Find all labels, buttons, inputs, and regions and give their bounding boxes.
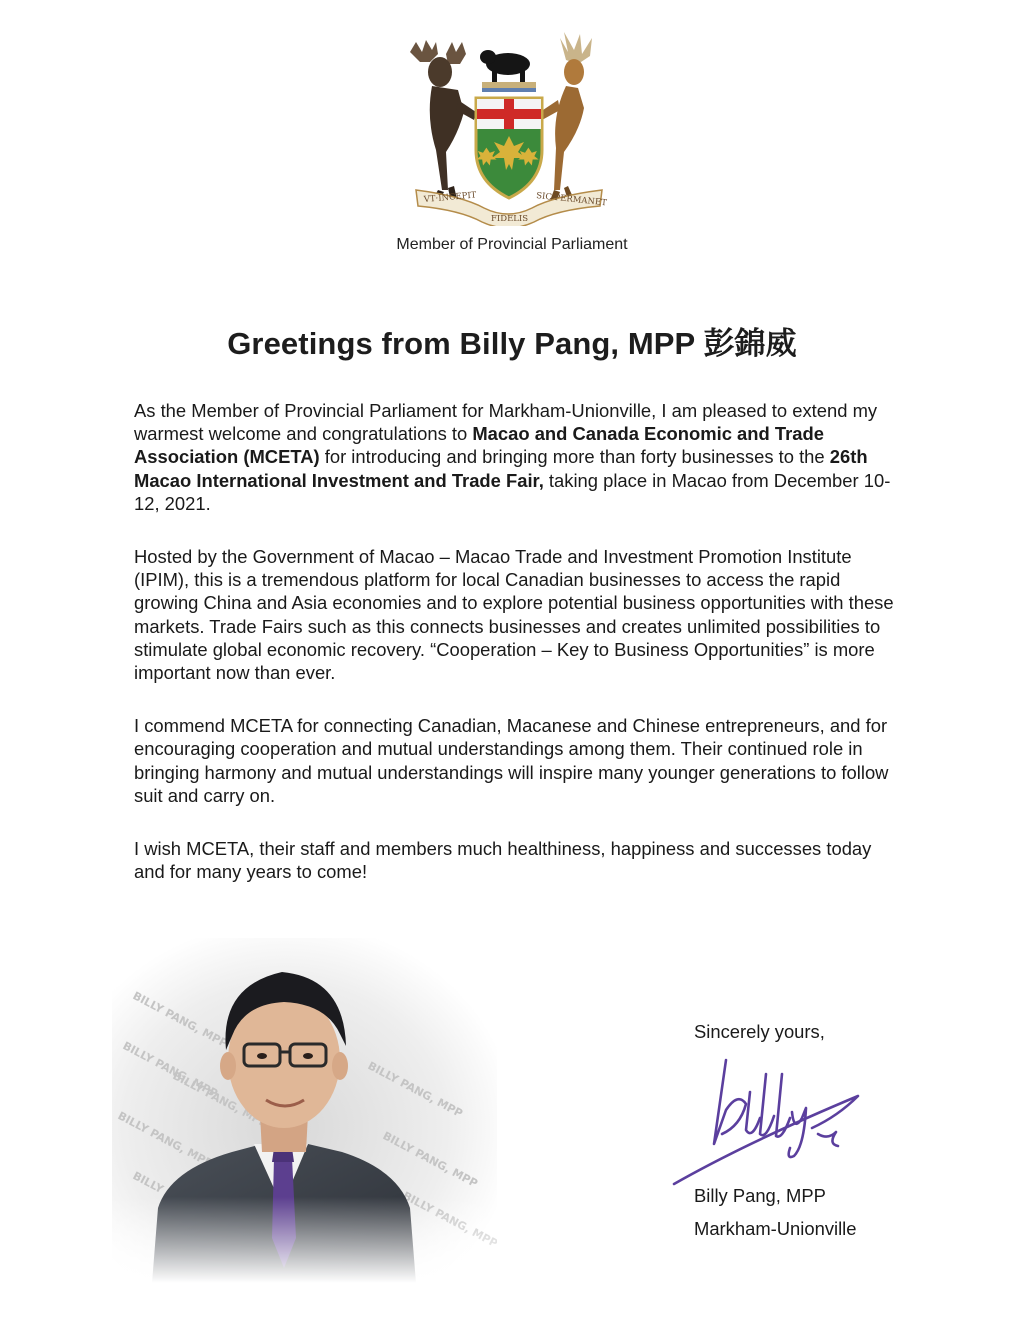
signer-riding: Markham-Unionville (694, 1218, 857, 1239)
moose-supporter (410, 40, 476, 206)
paragraph-1-text-3: taking place in Macao from December 10-12, 2021. (134, 469, 891, 514)
paragraph-2: Hosted by the Government of Macao – Macao Trade and Investment Promotion Institute (IPIM), this is a tremendous platform for local Canadian businesses to access the rapid growing China and Asia economies and to explore potential business opportunities with these markets. Trade Fairs such as this connects businesses and creates unlimited possibilities to stimulate global economic recovery. “Cooperation – Key to Business Opportunities” is more important now than ever. (134, 546, 894, 684)
handwritten-signature (668, 1052, 868, 1187)
motto-center: FIDELIS (491, 214, 529, 224)
deer-supporter (540, 32, 592, 208)
letter-title: Greetings from Billy Pang, MPP 彭錦威 (227, 326, 797, 361)
portrait-photo (112, 938, 497, 1283)
signer-name: Billy Pang, MPP (694, 1185, 826, 1206)
shield (476, 98, 542, 198)
paragraph-1-text: As the Member of Provincial Parliament for Markham-Unionville, I am pleased to extend my warmest welcome and congratulations to (134, 400, 878, 445)
motto-left: VT·INCEPIT (423, 190, 477, 205)
closing-salutation: Sincerely yours, (694, 1021, 825, 1042)
motto-right: SIC·PERMANET (535, 191, 608, 209)
coat-of-arms-crest (402, 30, 614, 226)
paragraph-1 (134, 399, 904, 515)
paragraph-4: I wish MCETA, their staff and members much healthiness, happiness and successes today and for many years to come! (134, 838, 872, 883)
paragraph-3: I commend MCETA for connecting Canadian, Macanese and Chinese entrepreneurs, and for encouraging cooperation and mutual understandings among them. Their continued role in bringing harmony and mutual understandings will inspire many younger generations to follow suit and carry on. (134, 715, 889, 806)
organization-name: Macao and Canada Economic and Trade Association (MCETA) (134, 423, 824, 468)
office-label: Member of Provincial Parliament (396, 236, 628, 253)
event-name: 26th Macao International Investment and Trade Fair, (134, 446, 868, 491)
letter-body (134, 399, 904, 913)
paragraph-1-text-2: for introducing and bringing more than forty businesses to the (319, 446, 830, 468)
bear-crest (480, 50, 536, 92)
